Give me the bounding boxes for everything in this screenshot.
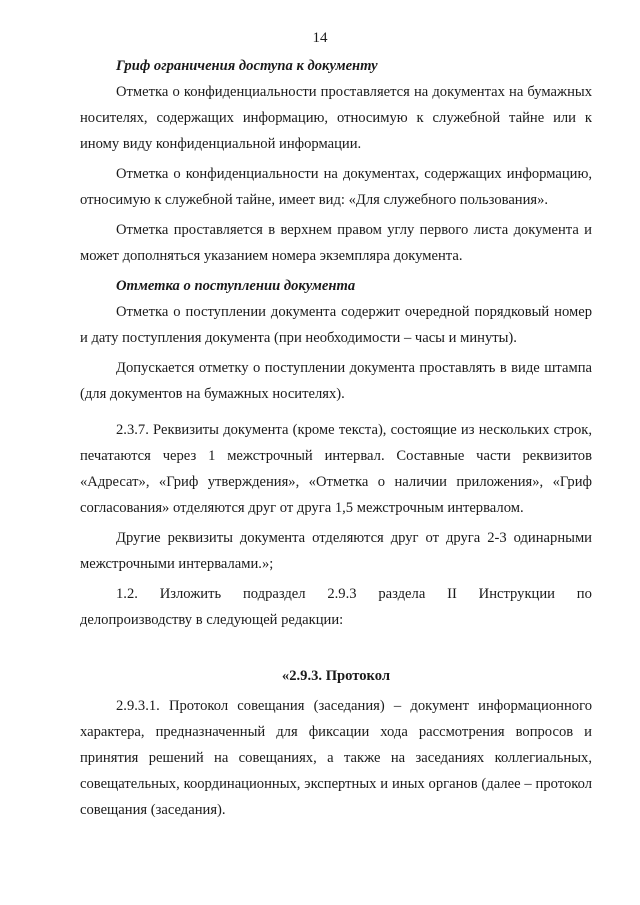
paragraph-receipt-2: Допускается отметку о поступлении документа проставлять в виде штампа (для документов на бумажных носителях).: [80, 360, 592, 402]
paragraph-1-2-line: [80, 581, 592, 607]
protocol-heading: «2.9.3. Протокол: [281, 668, 391, 684]
word: 2.9.3: [327, 586, 357, 602]
word: 1.2.: [116, 586, 138, 602]
paragraph-2-3-7: 2.3.7. Реквизиты документа (кроме текста), состоящие из нескольких строк, печатаются через 1 межстрочный интервал. Составные части реквизитов «Адресат», «Гриф утверждения», «Отметка о наличии приложения», «Гриф согласования» отделяются друг от друга 1,5 межстрочным интервалом.: [80, 422, 592, 516]
grif-heading: Гриф ограничения доступа к документу: [116, 58, 378, 74]
word: подраздел: [242, 586, 306, 602]
paragraph-2-9-3-1: 2.9.3.1. Протокол совещания (заседания) – документ информационного характера, предназначенный для фиксации хода рассмотрения вопросов и принятия решений на совещаниях, а также на заседаниях коллегиальных, совещательных, координационных, экспертных и иных органов (далее – протокол совещания (заседания).: [80, 698, 592, 818]
paragraph-grif-1: Отметка о конфиденциальности проставляется на документах на бумажных носителях, содержащих информацию, относимую к служебной тайне или к иному виду конфиденциальной информации.: [80, 84, 592, 152]
word: раздела: [378, 586, 426, 602]
paragraph-receipt-1: Отметка о поступлении документа содержит очередной порядковый номер и дату поступления документа (при необходимости – часы и минуты).: [80, 304, 592, 346]
word: по: [576, 586, 592, 602]
paragraph-other-requisites: Другие реквизиты документа отделяются друг от друга 2-3 одинарными межстрочными интервалами.»;: [80, 530, 592, 572]
word: Изложить: [159, 586, 222, 602]
paragraph-grif-2: Отметка о конфиденциальности на документах, содержащих информацию, относимую к служебной тайне, имеет вид: «Для служебного пользования».: [80, 166, 592, 208]
page-number: 14: [312, 30, 328, 46]
paragraph-1-2-rest: делопроизводству в следующей редакции:: [80, 612, 344, 628]
receipt-heading: Отметка о поступлении документа: [116, 278, 356, 294]
document-body: [80, 53, 592, 823]
paragraph-grif-3: Отметка проставляется в верхнем правом углу первого листа документа и может дополняться указанием номера экземпляра документа.: [80, 222, 592, 264]
word: Инструкции: [478, 586, 555, 602]
word: II: [447, 586, 457, 602]
